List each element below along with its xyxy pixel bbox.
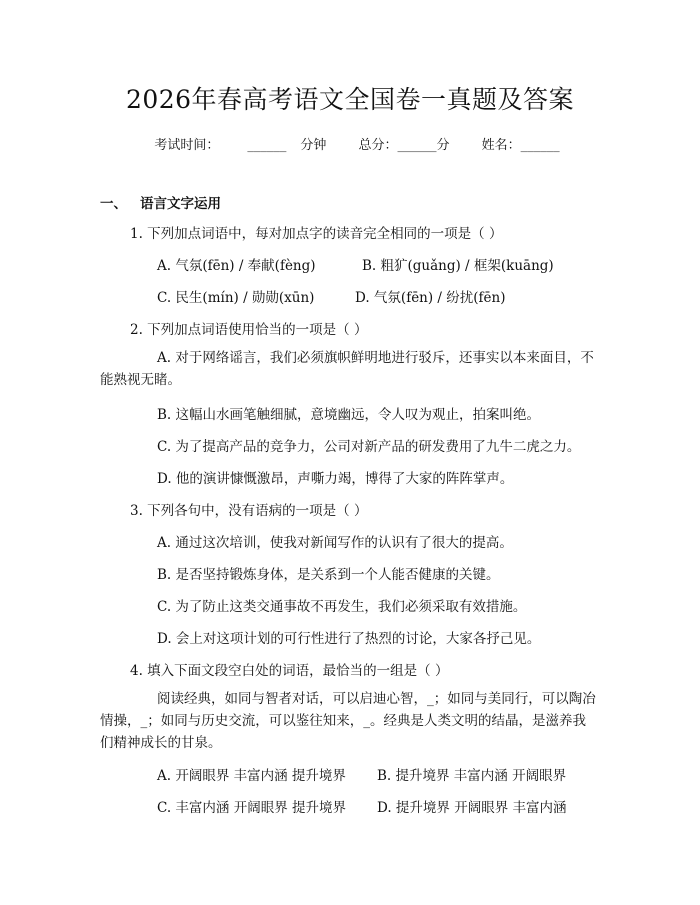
question-2-stem: 2. 下列加点词语使用恰当的一项是（ ） [130, 322, 368, 338]
question-1-option-a: A. 气氛(fēn) / 奉献(fèng) [157, 258, 316, 274]
question-2-option-b: B. 这幅山水画笔触细腻，意境幽远，令人叹为观止，拍案叫绝。 [157, 407, 541, 423]
page-title: 2026年春高考语文全国卷一真题及答案 [125, 85, 575, 114]
question-4-passage: 阅读经典，如同与智者对话，可以启迪心智，_；如同与美同行，可以陶冶情操，_；如同与历史交流，可以鉴往知来，_。经典是人类文明的结晶，是滋养我们精神成长的甘泉。 [100, 691, 596, 751]
question-3-option-d: D. 会上对这项计划的可行性进行了热烈的讨论，大家各抒己见。 [157, 631, 541, 647]
exam-time: 考试时间： ______ 分钟 [154, 138, 327, 153]
question-2-option-a: A. 对于网络谣言，我们必须旗帜鲜明地进行驳斥，还事实以本来面目，不能熟视无睹。 [100, 350, 594, 388]
question-4-option-a: A. 开阔眼界 丰富内涵 提升境界 [157, 768, 346, 784]
question-4-option-d: D. 提升境界 开阔眼界 丰富内涵 [377, 800, 567, 816]
question-2-option-c: C. 为了提高产品的竞争力，公司对新产品的研发费用了九牛二虎之力。 [157, 439, 581, 455]
question-4-option-b: B. 提升境界 丰富内涵 开阔眼界 [377, 768, 567, 784]
question-3-stem: 3. 下列各句中，没有语病的一项是（ ） [130, 503, 368, 519]
name-blank: ______ [520, 138, 560, 153]
student-name: 姓名：______ [481, 138, 560, 153]
question-1-option-d: D. 气氛(fēn) / 纷扰(fēn) [355, 290, 506, 306]
exam-meta [0, 134, 700, 153]
question-2-option-d: D. 他的演讲慷慨激昂，声嘶力竭，博得了大家的阵阵掌声。 [157, 471, 514, 487]
question-3-option-b: B. 是否坚持锻炼身体，是关系到一个人能否健康的关键。 [157, 567, 500, 583]
exam-score: 总分：______分 [358, 138, 450, 153]
time-blank: ______ [247, 138, 287, 153]
section-number: 一、 [100, 196, 127, 212]
question-4-stem: 4. 填入下面文段空白处的词语，最恰当的一组是（ ） [130, 663, 449, 679]
section-title: 语言文字运用 [140, 196, 221, 212]
question-4-option-c: C. 丰富内涵 开阔眼界 提升境界 [157, 800, 347, 816]
question-3-option-c: C. 为了防止这类交通事故不再发生，我们必须采取有效措施。 [157, 599, 527, 615]
question-1-stem: 1. 下列加点词语中，每对加点字的读音完全相同的一项是（ ） [130, 226, 503, 242]
question-1-option-c: C. 民生(mín) / 勋勋(xūn) [157, 290, 315, 306]
score-blank: ______ [397, 138, 437, 153]
section-heading [100, 192, 221, 212]
question-1-option-b: B. 粗犷(guǎng) / 框架(kuāng) [362, 258, 554, 274]
question-3-option-a: A. 通过这次培训，使我对新闻写作的认识有了很大的提高。 [157, 535, 513, 551]
